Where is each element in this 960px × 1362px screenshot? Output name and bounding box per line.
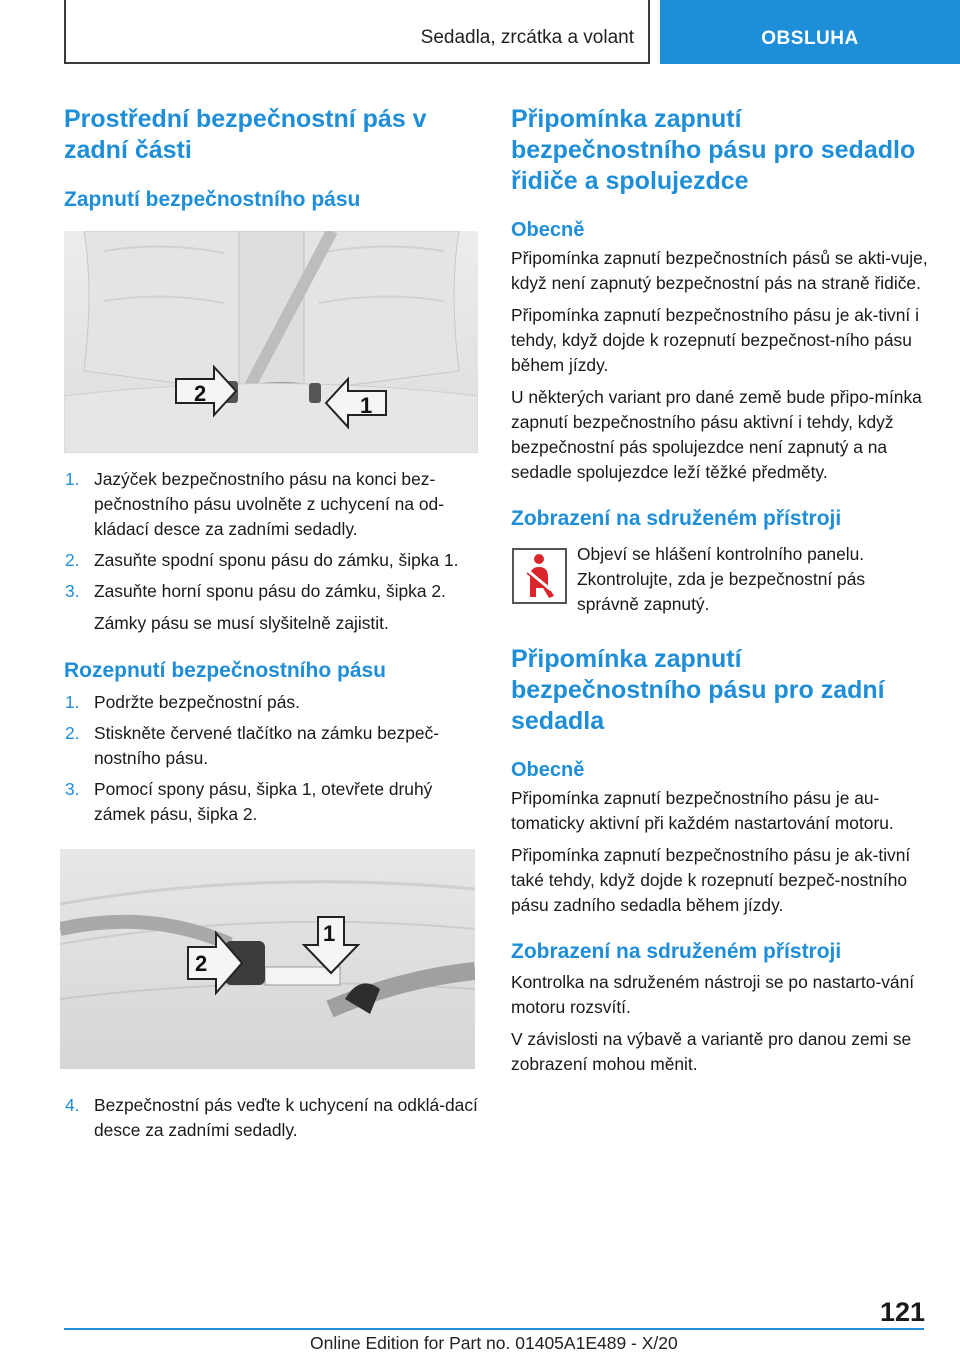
- paragraph: U některých variant pro dané země bude připo‐mínka zapnutí bezpečnostního pásu aktivní i tehdy, když bezpečnostní pás spolujezdce není zapnutý a na sedadle spolujezdce leží těžké předměty.: [511, 387, 922, 482]
- paragraph: Připomínka zapnutí bezpečnostního pásu je ak‐tivní i tehdy, když dojde k rozepnutí bezpečnost‐ního pásu během jízdy.: [511, 305, 919, 375]
- arrow-label-2-release: 2: [195, 951, 208, 976]
- heading-general-rear: Obecně: [511, 759, 585, 781]
- list-item: 1. Jazýček bezpečnostního pásu na konci bez‐pečnostního pásu uvolněte z uchycení na od‐kládací desce za zadními sedadly.: [65, 469, 444, 539]
- section-title-front-reminder: Připomínka zapnutí bezpečnostního pásu pro sedadlo řidiče a spolujezdce: [511, 105, 916, 195]
- section-title-middle-belt: Prostřední bezpečnostní pás v zadní části: [64, 105, 427, 164]
- arrow-label-1: 1: [360, 393, 373, 418]
- arrow-label-1-release: 1: [323, 921, 336, 946]
- list-item: 1. Podržte bezpečnostní pás.: [65, 692, 300, 712]
- section-title-rear-reminder: Připomínka zapnutí bezpečnostního pásu pro zadní sedadla: [511, 645, 885, 735]
- photo-rear-seat-buckles: [64, 231, 478, 453]
- chapter-tab[interactable]: [660, 0, 960, 64]
- fasten-note: Zámky pásu se musí slyšitelně zajistit.: [94, 613, 389, 633]
- list-item: 3. Pomocí spony pásu, šipka 1, otevřete druhý zámek pásu, šipka 2.: [65, 779, 433, 824]
- header-section-title: Sedadla, zrcátka a volant: [420, 27, 634, 48]
- paragraph: V závislosti na výbavě a variantě pro danou zemi se zobrazení mohou měnit.: [511, 1029, 912, 1074]
- heading-release-belt: Rozepnutí bezpečnostního pásu: [64, 659, 387, 682]
- indicator-text-front: Objeví se hlášení kontrolního panelu. Zkontrolujte, zda je bezpečnostní pás správně zapnutý.: [577, 544, 866, 614]
- header-frame: [64, 0, 650, 64]
- photo-buckle-release: [60, 849, 475, 1069]
- paragraph: Připomínka zapnutí bezpečnostního pásu je ak‐tivní také tehdy, když dojde k rozepnutí bezpeč‐nostního pásu zadního sedadla během jízdy.: [511, 845, 911, 915]
- page-number: 121: [879, 1297, 925, 1327]
- right-column: [511, 104, 929, 1077]
- seatbelt-warning-icon: [512, 548, 567, 604]
- list-item: 2. Stiskněte červené tlačítko na zámku bezpeč‐nostního pásu.: [65, 723, 440, 768]
- left-column: [64, 104, 478, 1143]
- list-item: 2. Zasuňte spodní sponu pásu do zámku, šipka 1.: [65, 550, 459, 570]
- fasten-steps-list: [64, 467, 478, 604]
- final-step-list: [64, 1093, 478, 1143]
- list-item: 3. Zasuňte horní sponu pásu do zámku, šipka 2.: [65, 581, 446, 601]
- indicator-row-front: [511, 542, 929, 617]
- list-item: 4. Bezpečnostní pás veďte k uchycení na odklá‐dací desce za zadními sedadly.: [65, 1095, 478, 1140]
- release-steps-list: [64, 690, 478, 827]
- heading-general-front: Obecně: [511, 219, 585, 241]
- footer-divider: [64, 1328, 924, 1330]
- paragraph: Připomínka zapnutí bezpečnostních pásů se akti‐vuje, když není zapnutý bezpečnostní pás na straně řidiče.: [511, 248, 928, 293]
- chapter-tab-label: OBSLUHA: [761, 28, 859, 49]
- heading-fasten-belt: Zapnutí bezpečnostního pásu: [64, 188, 361, 211]
- photo-buckle-illustration: [60, 849, 475, 1069]
- arrow-label-2: 2: [194, 381, 207, 406]
- footer-edition-text: Online Edition for Part no. 01405A1E489 - X/20: [310, 1333, 678, 1353]
- paragraph: Připomínka zapnutí bezpečnostního pásu je au‐tomaticky aktivní při každém nastartování motoru.: [511, 788, 894, 833]
- heading-display-rear: Zobrazení na sdruženém přístroji: [511, 940, 842, 963]
- photo-rear-seat-illustration: [64, 231, 478, 453]
- paragraph: Kontrolka na sdruženém nástroji se po nastarto‐vání motoru rozsvítí.: [511, 972, 915, 1017]
- heading-display-front: Zobrazení na sdruženém přístroji: [511, 507, 842, 530]
